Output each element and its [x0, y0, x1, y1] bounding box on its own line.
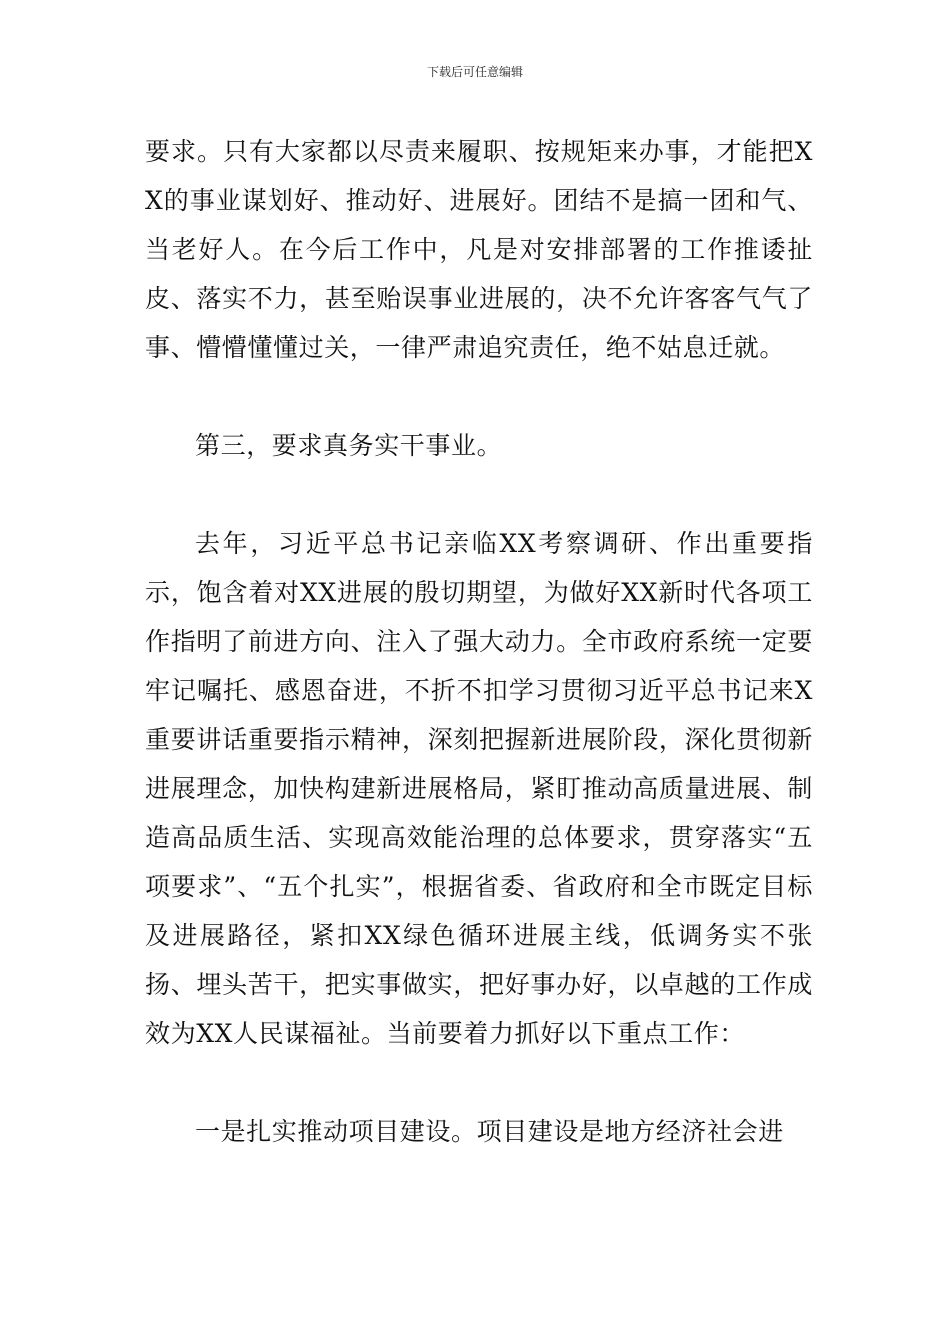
paragraph-spacer: [145, 372, 813, 421]
page-header: 下载后可任意编辑: [426, 65, 523, 79]
document-body: [145, 127, 813, 1156]
paragraph-3: 去年，习近平总书记亲临XX考察调研、作出重要指示，饱含着对XX进展的殷切期望，为做好XX新时代各项工作指明了前进方向、注入了强大动力。全市政府系统一定要牢记嘱托、感恩奋进，不折不扣学习贯彻习近平总书记来X重要讲话重要指示精神，深刻把握新进展阶段，深化贯彻新进展理念，加快构建新进展格局，紧盯推动高质量进展、制造高品质生活、实现高效能治理的总体要求，贯穿落实“五项要求”、“五个扎实”，根据省委、省政府和全市既定目标及进展路径，紧扣XX绿色循环进展主线，低调务实不张扬、埋头苦干，把实事做实，把好事办好，以卓越的工作成效为XX人民谋福祉。当前要着力抓好以下重点工作：: [145, 529, 813, 1048]
paragraph-1: 要求。只有大家都以尽责来履职、按规矩来办事，才能把XX的事业谋划好、推动好、进展好。团结不是搞一团和气、当老好人。在今后工作中，凡是对安排部署的工作推诿扯皮、落实不力，甚至贻误事业进展的，决不允许客客气气了事、懵懵懂懂过关，一律严肃追究责任，绝不姑息迁就。: [145, 137, 813, 362]
paragraph-4: 一是扎实推动项目建设。项目建设是地方经济社会进: [195, 1117, 784, 1146]
paragraph-2: 第三，要求真务实干事业。: [195, 431, 503, 460]
paragraph-spacer: [145, 470, 813, 519]
paragraph-spacer: [145, 1058, 813, 1107]
